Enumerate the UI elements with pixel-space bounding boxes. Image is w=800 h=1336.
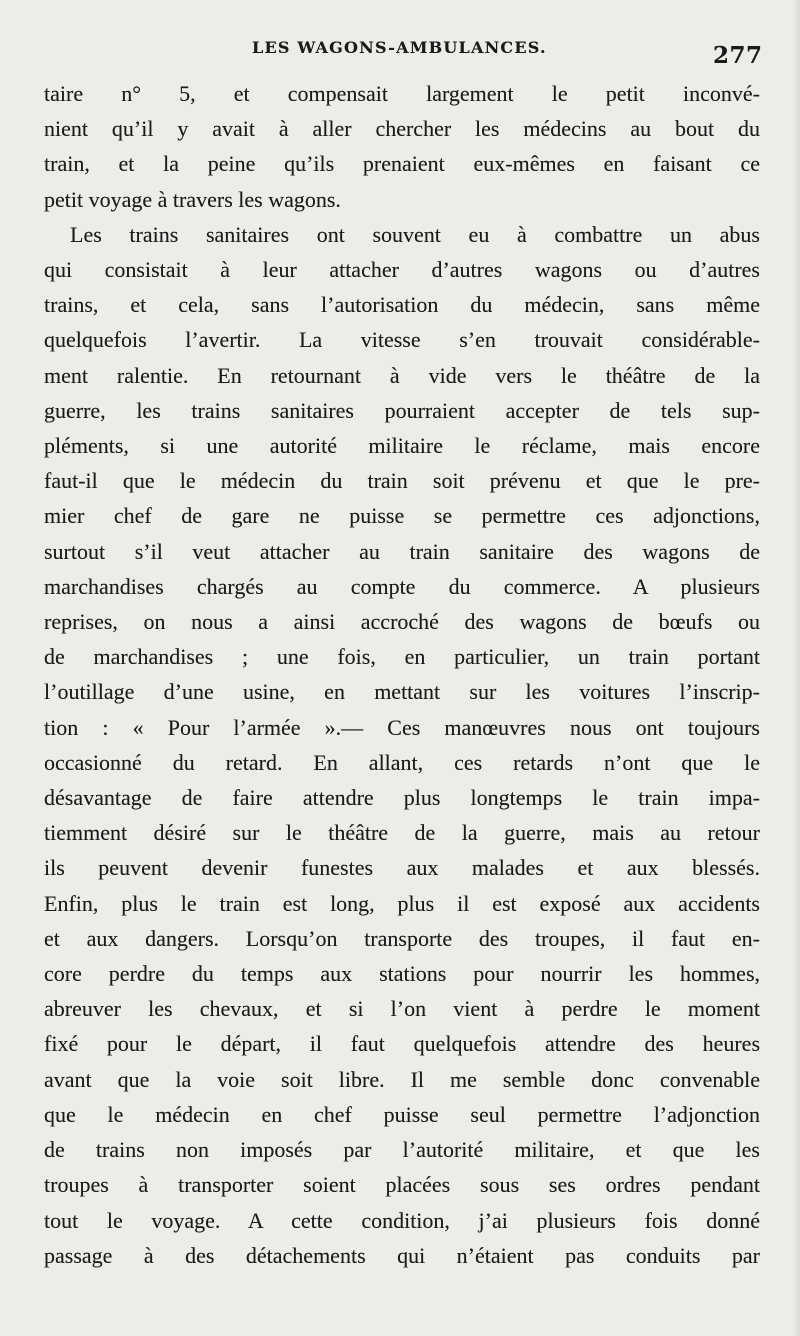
text-line: avant que la voie soit libre. Il me semble donc convenable <box>44 1066 760 1092</box>
text-line: abreuver les chevaux, et si l’on vient à perdre le moment <box>44 996 760 1022</box>
text-line: ment ralentie. En retournant à vide vers le théâtre de la <box>44 362 760 388</box>
paragraph-2 <box>44 217 760 1273</box>
page-number: 277 <box>713 42 763 69</box>
text-line: Les trains sanitaires ont souvent eu à combattre un abus <box>70 221 760 247</box>
text-line: l’outillage d’une usine, en mettant sur les voitures l’inscrip- <box>44 679 760 705</box>
text-line: passage à des détachements qui n’étaient pas conduits par <box>44 1242 760 1268</box>
page-header <box>0 34 800 68</box>
text-line: et aux dangers. Lorsqu’on transporte des troupes, il faut en- <box>44 925 760 951</box>
text-line: core perdre du temps aux stations pour nourrir les hommes, <box>44 961 760 987</box>
running-title: LES WAGONS-AMBULANCES. <box>252 38 547 57</box>
text-line: de marchandises ; une fois, en particulier, un train portant <box>44 644 760 670</box>
text-line: petit voyage à travers les wagons. <box>44 186 341 212</box>
text-line: qui consistait à leur attacher d’autres wagons ou d’autres <box>44 257 760 283</box>
text-line: taire n° 5, et compensait largement le petit inconvé- <box>44 81 760 106</box>
text-line: tiemment désiré sur le théâtre de la guerre, mais au retour <box>44 820 760 846</box>
text-line: désavantage de faire attendre plus longtemps le train impa- <box>44 785 760 811</box>
text-line: Enfin, plus le train est long, plus il est exposé aux accidents <box>44 890 760 916</box>
text-line: nient qu’il y avait à aller chercher les médecins au bout du <box>44 116 760 142</box>
text-line: faut-il que le médecin du train soit prévenu et que le pre- <box>44 468 760 494</box>
body-text <box>44 76 760 1273</box>
text-line: fixé pour le départ, il faut quelquefois attendre des heures <box>44 1031 760 1057</box>
text-line: pléments, si une autorité militaire le réclame, mais encore <box>44 433 760 459</box>
text-line: mier chef de gare ne puisse se permettre ces adjonctions, <box>44 503 760 529</box>
paragraph-1 <box>44 76 760 217</box>
text-line: de trains non imposés par l’autorité militaire, et que les <box>44 1137 760 1163</box>
text-line: trains, et cela, sans l’autorisation du médecin, sans même <box>44 292 760 318</box>
page-edge-shadow <box>792 0 800 1336</box>
text-line: troupes à transporter soient placées sous ses ordres pendant <box>44 1172 760 1198</box>
text-line: que le médecin en chef puisse seul permettre l’adjonction <box>44 1101 760 1127</box>
text-line: reprises, on nous a ainsi accroché des wagons de bœufs ou <box>44 609 760 635</box>
text-line: tion : « Pour l’armée ».— Ces manœuvres nous ont toujours <box>44 714 760 740</box>
text-line: surtout s’il veut attacher au train sanitaire des wagons de <box>44 538 760 564</box>
text-line: quelquefois l’avertir. La vitesse s’en trouvait considérable- <box>44 327 760 353</box>
text-line: ils peuvent devenir funestes aux malades et aux blessés. <box>44 855 760 881</box>
text-line: guerre, les trains sanitaires pourraient accepter de tels sup- <box>44 397 760 423</box>
text-line: train, et la peine qu’ils prenaient eux-mêmes en faisant ce <box>44 151 760 177</box>
text-line: occasionné du retard. En allant, ces retards n’ont que le <box>44 749 760 775</box>
text-line: tout le voyage. A cette condition, j’ai plusieurs fois donné <box>44 1207 760 1233</box>
text-line: marchandises chargés au compte du commerce. A plusieurs <box>44 573 760 599</box>
